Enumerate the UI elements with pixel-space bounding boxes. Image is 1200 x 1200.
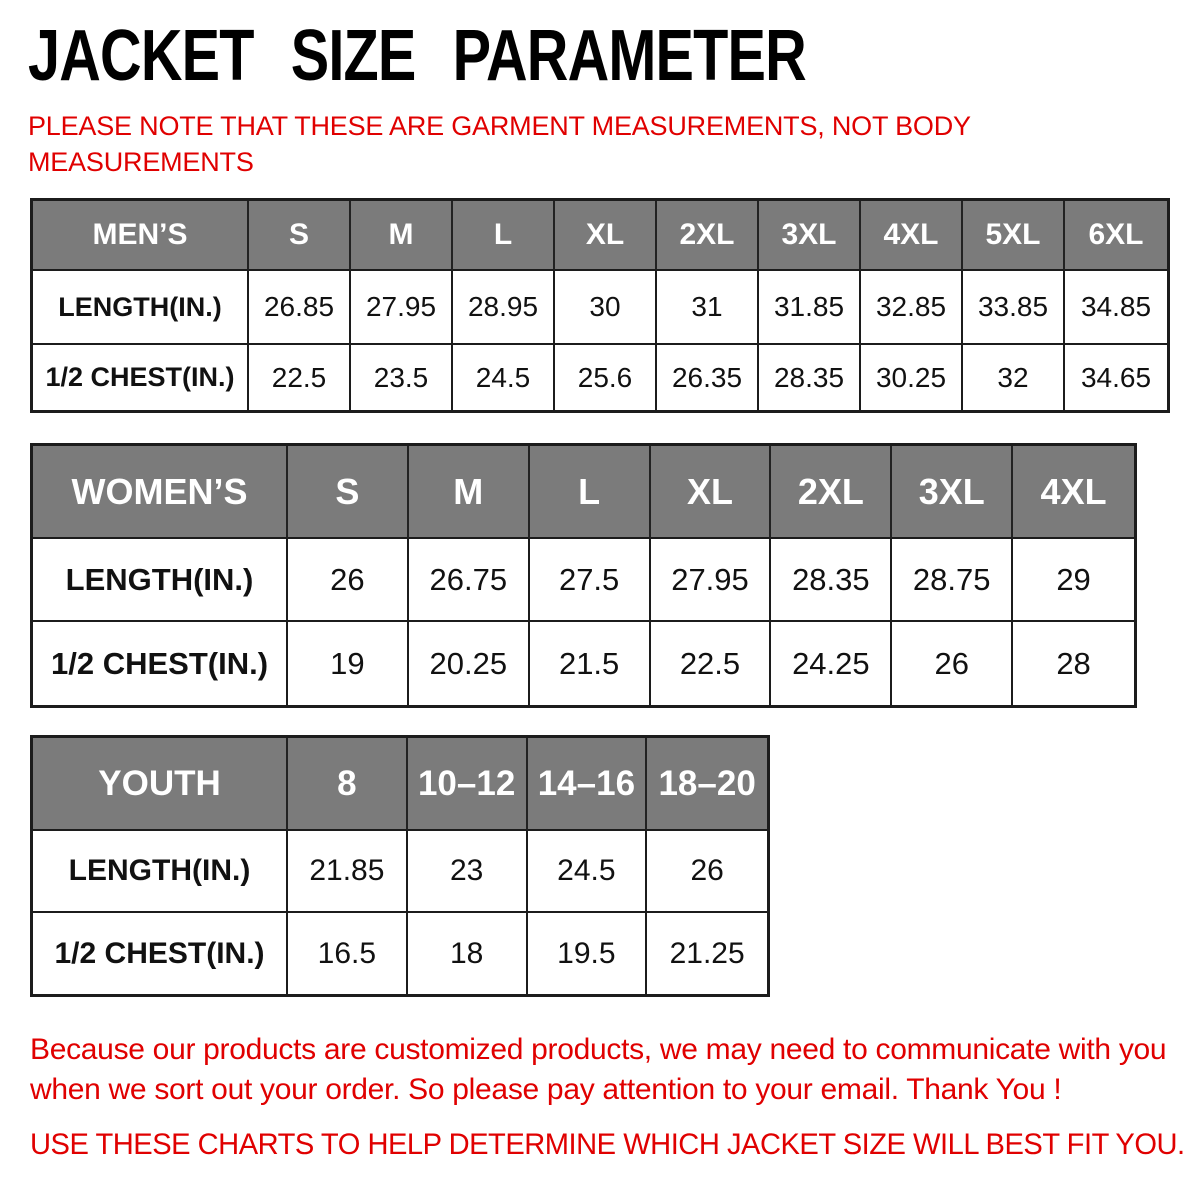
mens-chest-value: 25.6 <box>555 345 657 410</box>
womens-length-value: 26.75 <box>409 539 530 622</box>
mens-chest-value: 26.35 <box>657 345 759 410</box>
youth-size-header: 10–12 <box>408 738 528 831</box>
mens-size-header: XL <box>555 201 657 271</box>
mens-length-value: 27.95 <box>351 271 453 345</box>
mens-length-value: 28.95 <box>453 271 555 345</box>
womens-length-value: 28.75 <box>892 539 1013 622</box>
youth-size-header: 8 <box>288 738 408 831</box>
use-charts-instruction: USE THESE CHARTS TO HELP DETERMINE WHICH JACKET SIZE WILL BEST FIT YOU. <box>30 1128 1185 1161</box>
mens-size-header: 3XL <box>759 201 861 271</box>
womens-chest-value: 21.5 <box>530 622 651 705</box>
mens-chest-value: 22.5 <box>249 345 351 410</box>
youth-chest-value: 21.25 <box>647 913 767 994</box>
womens-size-header: M <box>409 446 530 539</box>
notice-line-2: when we sort out your order. So please pay attention to your email. Thank You ! <box>30 1073 1062 1106</box>
mens-size-header: M <box>351 201 453 271</box>
mens-size-header: 4XL <box>861 201 963 271</box>
youth-size-header: 14–16 <box>528 738 648 831</box>
youth-length-value: 23 <box>408 831 528 913</box>
womens-length-value: 26 <box>288 539 409 622</box>
mens-size-header: 2XL <box>657 201 759 271</box>
mens-length-value: 34.85 <box>1065 271 1167 345</box>
mens-chest-value: 30.25 <box>861 345 963 410</box>
mens-length-value: 30 <box>555 271 657 345</box>
womens-chest-value: 22.5 <box>651 622 772 705</box>
mens-size-header: 5XL <box>963 201 1065 271</box>
mens-length-value: 31 <box>657 271 759 345</box>
mens-chest-value: 24.5 <box>453 345 555 410</box>
womens-length-row-label: LENGTH(IN.) <box>33 539 288 622</box>
youth-chest-value: 16.5 <box>288 913 408 994</box>
womens-chest-value: 28 <box>1013 622 1134 705</box>
womens-chest-value: 24.25 <box>771 622 892 705</box>
womens-size-header: 4XL <box>1013 446 1134 539</box>
mens-length-value: 26.85 <box>249 271 351 345</box>
womens-length-value: 28.35 <box>771 539 892 622</box>
womens-chest-value: 20.25 <box>409 622 530 705</box>
youth-length-value: 24.5 <box>528 831 648 913</box>
customized-products-notice <box>30 1030 1180 1110</box>
mens-length-value: 33.85 <box>963 271 1065 345</box>
page-title: JACKET SIZE PARAMETER <box>28 16 806 96</box>
mens-size-header: S <box>249 201 351 271</box>
womens-length-value: 27.95 <box>651 539 772 622</box>
youth-chest-value: 19.5 <box>528 913 648 994</box>
youth-chest-value: 18 <box>408 913 528 994</box>
youth-table-title-cell: YOUTH <box>33 738 288 831</box>
youth-length-value: 26 <box>647 831 767 913</box>
notice-line-1: Because our products are customized products, we may need to communicate with you <box>30 1033 1167 1066</box>
mens-length-value: 31.85 <box>759 271 861 345</box>
womens-chest-value: 26 <box>892 622 1013 705</box>
note-line-1: PLEASE NOTE THAT THESE ARE GARMENT MEASUREMENTS, NOT BODY <box>28 111 971 141</box>
womens-table-title-cell: WOMEN’S <box>33 446 288 539</box>
womens-size-header: 2XL <box>771 446 892 539</box>
womens-size-header: L <box>530 446 651 539</box>
mens-size-header: L <box>453 201 555 271</box>
womens-size-header: S <box>288 446 409 539</box>
note-line-2: MEASUREMENTS <box>28 147 254 177</box>
mens-size-table <box>30 198 1170 413</box>
garment-measurements-note <box>28 108 971 180</box>
youth-size-header: 18–20 <box>647 738 767 831</box>
womens-size-header: 3XL <box>892 446 1013 539</box>
womens-length-value: 27.5 <box>530 539 651 622</box>
mens-length-row-label: LENGTH(IN.) <box>33 271 249 345</box>
mens-length-value: 32.85 <box>861 271 963 345</box>
mens-table-title-cell: MEN’S <box>33 201 249 271</box>
youth-size-table <box>30 735 770 997</box>
mens-chest-value: 23.5 <box>351 345 453 410</box>
womens-size-table <box>30 443 1137 708</box>
mens-chest-row-label: 1/2 CHEST(IN.) <box>33 345 249 410</box>
mens-size-header: 6XL <box>1065 201 1167 271</box>
womens-length-value: 29 <box>1013 539 1134 622</box>
mens-chest-value: 28.35 <box>759 345 861 410</box>
mens-chest-value: 34.65 <box>1065 345 1167 410</box>
youth-length-row-label: LENGTH(IN.) <box>33 831 288 913</box>
mens-chest-value: 32 <box>963 345 1065 410</box>
youth-chest-row-label: 1/2 CHEST(IN.) <box>33 913 288 994</box>
womens-size-header: XL <box>651 446 772 539</box>
youth-length-value: 21.85 <box>288 831 408 913</box>
womens-chest-value: 19 <box>288 622 409 705</box>
womens-chest-row-label: 1/2 CHEST(IN.) <box>33 622 288 705</box>
